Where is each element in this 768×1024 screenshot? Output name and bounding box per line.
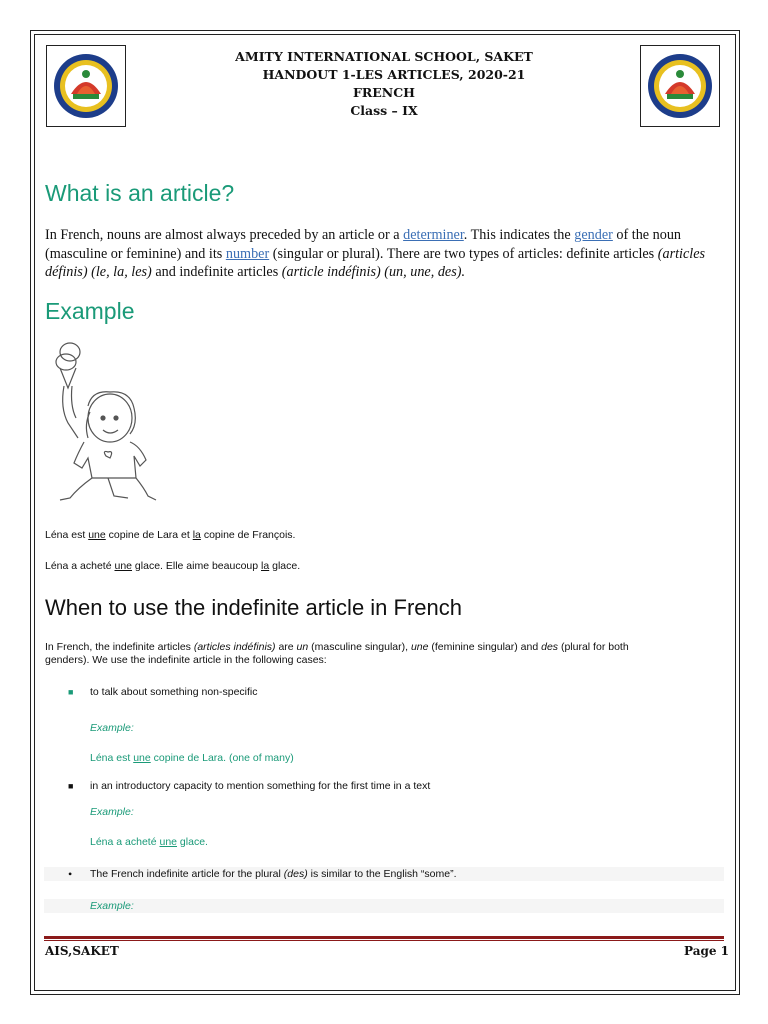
sentence-text: is similar to the English “some”. <box>307 868 457 880</box>
example-label-2: Example: <box>90 806 134 818</box>
gender-link[interactable]: gender <box>574 227 613 243</box>
number-link[interactable]: number <box>225 245 270 262</box>
determiner-link[interactable]: determiner <box>403 227 464 243</box>
heading-example: Example <box>45 298 135 324</box>
para-text: are <box>275 641 297 653</box>
para-text: and indefinite articles <box>151 264 282 280</box>
underlined-article: une <box>133 752 151 764</box>
sentence-text: copine de Lara. (one of many) <box>150 752 294 764</box>
para-text: In French, nouns are almost always preceded by an article or a <box>45 227 404 243</box>
definite-articles-italic: (articles définis) (le, la, les) <box>45 245 706 280</box>
indefinite-intro-paragraph <box>45 641 725 667</box>
bullet-square-icon: ■ <box>68 781 74 791</box>
example-label-1: Example: <box>90 722 134 734</box>
bullet-item-2: in an introductory capacity to mention something for the first time in a text <box>90 780 431 792</box>
example-label-3: Example: <box>90 900 134 912</box>
bullet-item-3 <box>90 868 457 880</box>
class-label: Class – IX <box>350 103 418 118</box>
underlined-article: la <box>192 529 201 541</box>
para-text: genders). We use the indefinite article in the following cases: <box>45 654 327 666</box>
example-sentence-2 <box>45 560 300 572</box>
sentence-text: The French indefinite article for the plural <box>90 868 284 880</box>
girl-with-ice-cream-sketch <box>48 338 160 508</box>
underlined-article: la <box>261 560 270 572</box>
heading-what-is-article: What is an article? <box>45 180 235 206</box>
example-1 <box>90 752 294 764</box>
underlined-article: une <box>88 529 106 541</box>
para-text: (masculine singular), <box>308 641 411 653</box>
shaded-row <box>44 899 724 913</box>
sentence-text: Léna a acheté <box>90 836 160 848</box>
document-header <box>200 48 568 120</box>
sentence-text: copine de François. <box>200 529 296 541</box>
underlined-article: une <box>159 836 178 848</box>
example-2 <box>90 836 208 848</box>
sentence-text: Léna est <box>45 529 89 541</box>
school-logo-left <box>46 45 126 127</box>
indefinite-articles-italic: (article indéfinis) (un, une, des). <box>281 264 466 280</box>
school-crest-icon <box>51 50 121 122</box>
para-text: In French, the indefinite articles <box>45 641 194 653</box>
para-text: (feminine singular) and <box>428 641 542 653</box>
school-name: AMITY INTERNATIONAL SCHOOL, SAKET <box>235 49 533 64</box>
footer-school: AIS,SAKET <box>45 944 119 958</box>
para-text: (plural for both <box>558 641 629 653</box>
para-text: . This indicates the <box>463 227 575 243</box>
page-number: Page 1 <box>684 944 730 958</box>
italic-term: une <box>410 641 429 653</box>
sentence-text: glace. <box>269 560 301 572</box>
heading-indefinite-article: When to use the indefinite article in French <box>45 595 463 620</box>
underlined-article: une <box>114 560 133 572</box>
sentence-text: Léna a acheté <box>45 560 115 572</box>
footer-rule-thin <box>44 940 724 941</box>
sentence-text: copine de Lara et <box>105 529 193 541</box>
bullet-square-icon: ■ <box>68 687 74 697</box>
subject: FRENCH <box>353 85 415 100</box>
sentence-text: glace. Elle aime beaucoup <box>132 560 262 572</box>
school-logo-right <box>640 45 720 127</box>
italic-term: (articles indéfinis) <box>193 641 276 653</box>
italic-term: des <box>541 641 559 653</box>
para-text: (singular or plural). There are two types of articles: definite articles <box>269 245 658 262</box>
italic-term: (des) <box>283 868 308 880</box>
italic-term: un <box>296 641 309 653</box>
footer-rule-thick <box>44 936 724 939</box>
article-definition-paragraph <box>45 226 730 282</box>
bullet-dot-icon: • <box>68 867 73 881</box>
sentence-text: Léna est <box>90 752 134 764</box>
para-text: of the noun (masculine or feminine) and its <box>45 227 682 262</box>
bullet-item-1: to talk about something non-specific <box>90 686 258 698</box>
handout-title: HANDOUT 1-LES ARTICLES, 2020-21 <box>262 67 526 82</box>
sentence-text: glace. <box>177 836 208 848</box>
school-crest-icon <box>645 50 715 122</box>
example-sentence-1 <box>45 529 295 541</box>
